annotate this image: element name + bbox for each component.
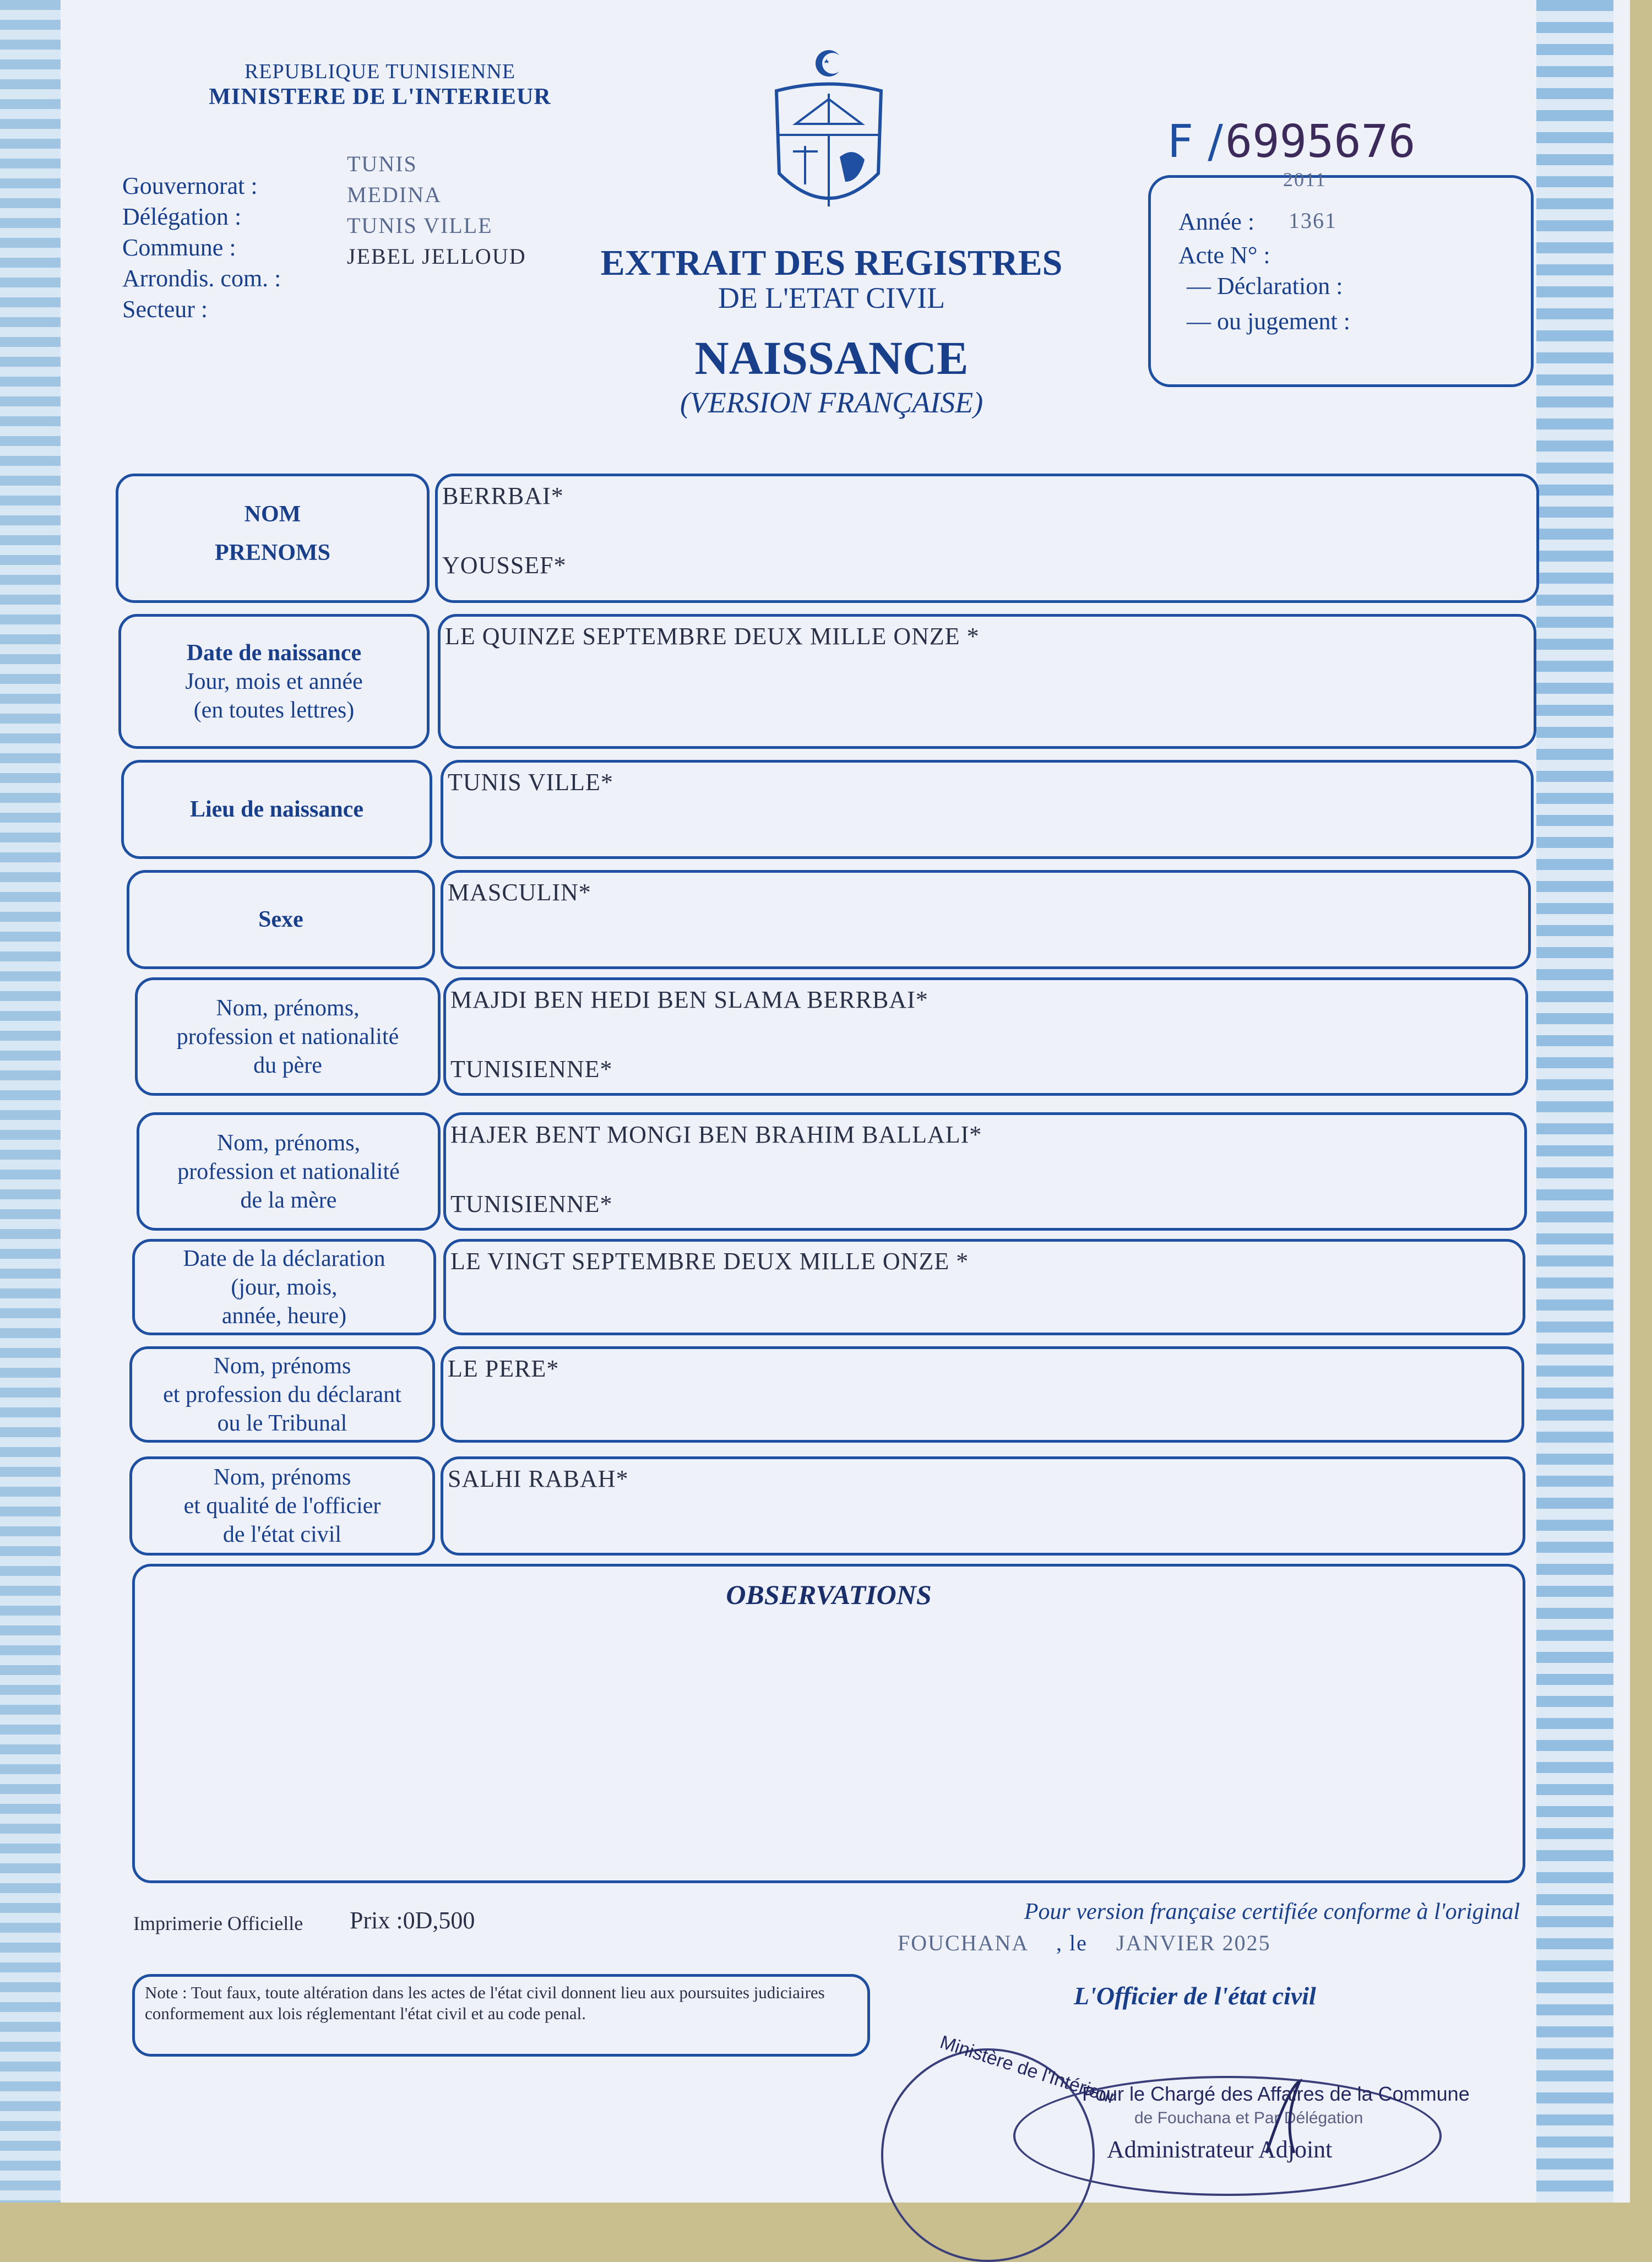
row-label-line: Nom, prénoms: [213, 1353, 351, 1379]
row-value: YOUSSEF*: [442, 552, 567, 579]
serial-prefix: F /: [1167, 116, 1223, 168]
arrondissement-value: JEBEL JELLOUD: [347, 244, 526, 269]
row-value-box: [441, 760, 1534, 859]
imprimerie-label: Imprimerie Officielle: [133, 1912, 303, 1934]
issue-place: FOUCHANA: [898, 1931, 1028, 1955]
gouvernorat-value: TUNIS: [347, 151, 417, 176]
declaration-label: — Déclaration :: [1187, 273, 1343, 300]
row-label-box: [127, 870, 435, 969]
observations-box: [132, 1564, 1525, 1883]
decorative-border-right: [1536, 0, 1613, 2203]
row-label-line: Lieu de naissance: [189, 797, 364, 822]
row-label-line: Nom, prénoms,: [216, 995, 360, 1021]
row-label-box: [135, 977, 441, 1096]
stamp-line-2: de Fouchana et Par Délégation: [1134, 2109, 1363, 2127]
row-value: TUNISIENNE*: [450, 1056, 613, 1083]
jugement-label: — ou jugement :: [1187, 308, 1350, 335]
row-label: [163, 1352, 401, 1438]
arrondissement-label: Arrondis. com. :: [122, 265, 281, 292]
republic-heading: REPUBLIQUE TUNISIENNE: [244, 60, 516, 83]
row-label-line: profession et nationalité: [177, 1159, 400, 1184]
row-label-box: [137, 1112, 441, 1231]
row-label-line: NOM: [244, 501, 301, 527]
coat-of-arms-icon: [763, 47, 895, 229]
commune-value: TUNIS VILLE: [347, 213, 493, 238]
row-label: [177, 1129, 400, 1215]
row-value: LE VINGT SEPTEMBRE DEUX MILLE ONZE *: [450, 1248, 969, 1275]
row-label: [184, 1463, 381, 1549]
row-value: HAJER BENT MONGI BEN BRAHIM BALLALI*: [450, 1121, 982, 1148]
row-label-line: du père: [253, 1052, 322, 1078]
gouvernorat-label: Gouvernorat :: [122, 172, 258, 199]
year-value: 2011: [1283, 168, 1327, 191]
row-value: TUNISIENNE*: [450, 1190, 613, 1217]
row-label-box: [132, 1239, 436, 1335]
certification-text: Pour version française certifiée conforme à l'original: [1024, 1899, 1520, 1924]
signature-mark-icon: [1245, 2076, 1322, 2158]
document-subtitle: DE L'ETAT CIVIL: [718, 281, 945, 314]
row-value: MAJDI BEN HEDI BEN SLAMA BERRBAI*: [450, 986, 928, 1013]
row-label: [215, 500, 330, 577]
row-label-line: année, heure): [221, 1303, 347, 1329]
row-label-line: Jour, mois et année: [185, 668, 363, 694]
row-value: SALHI RABAH*: [448, 1465, 629, 1492]
row-label-line: Nom, prénoms,: [216, 1130, 361, 1156]
location-labels: [122, 171, 281, 325]
document-title: EXTRAIT DES REGISTRES: [600, 243, 1063, 283]
location-values: [347, 149, 526, 272]
row-label-line: Sexe: [258, 907, 303, 932]
row-label-box: [129, 1456, 435, 1556]
row-value-box: [443, 1112, 1527, 1231]
row-label-line: (en toutes lettres): [193, 697, 355, 723]
row-label-line: (jour, mois,: [231, 1274, 338, 1300]
row-value-box: [438, 614, 1536, 749]
decorative-border-left: [0, 0, 61, 2203]
serial-value: 6995676: [1225, 116, 1416, 168]
row-value-box: [443, 977, 1528, 1096]
legal-note: Note : Tout faux, toute altération dans les actes de l'état civil donnent lieu aux poursuites judiciaires conformement aux lois réglementant l'état civil et au code penal.: [132, 1974, 870, 2057]
row-label-line: ou le Tribunal: [217, 1410, 347, 1436]
row-value: LE QUINZE SEPTEMBRE DEUX MILLE ONZE *: [445, 623, 980, 650]
row-label-line: de l'état civil: [222, 1522, 342, 1547]
ministry-heading: MINISTERE DE L'INTERIEUR: [209, 84, 551, 110]
row-label: [183, 1244, 385, 1330]
price-label: Prix :0D,500: [350, 1907, 475, 1934]
row-label-line: Date de naissance: [186, 640, 362, 666]
row-value-box: [435, 474, 1539, 603]
delegation-value: MEDINA: [347, 182, 442, 207]
commune-label: Commune :: [122, 234, 236, 261]
row-label: [177, 994, 399, 1080]
annee-value: 1361: [1289, 208, 1337, 233]
row-label-line: Nom, prénoms: [213, 1465, 351, 1490]
act-type-title: NAISSANCE: [694, 331, 969, 384]
row-label-line: et qualité de l'officier: [183, 1493, 381, 1519]
stamp-line-3: Administrateur Adjoint: [1107, 2136, 1333, 2163]
row-value-box: [441, 1456, 1525, 1556]
row-label-line: et profession du déclarant: [163, 1382, 401, 1407]
secteur-label: Secteur :: [122, 296, 208, 323]
observations-title: OBSERVATIONS: [726, 1579, 932, 1610]
row-value-box: [441, 1346, 1524, 1443]
row-label: [190, 795, 363, 824]
row-label-line: de la mère: [240, 1187, 337, 1213]
version-label: (VERSION FRANÇAISE): [680, 386, 983, 419]
place-and-date: [898, 1930, 1271, 1956]
row-value: BERRBAI*: [442, 482, 564, 509]
row-label-box: [129, 1346, 435, 1443]
row-label-box: [121, 760, 432, 859]
row-label: [185, 639, 363, 725]
stamp-line-1: Pour le Chargé des Affaires de la Commune: [1082, 2082, 1470, 2105]
date-prefix: , le: [1056, 1931, 1088, 1955]
row-label-line: Date de la déclaration: [183, 1246, 385, 1271]
row-value-box: [441, 870, 1531, 969]
serial-number: [1167, 116, 1415, 168]
officer-label: L'Officier de l'état civil: [1074, 1982, 1316, 2010]
delegation-label: Délégation :: [122, 203, 242, 230]
row-value-box: [443, 1239, 1525, 1335]
row-value: LE PERE*: [448, 1355, 559, 1382]
row-label-box: [116, 474, 430, 603]
annee-label: Année :: [1178, 208, 1255, 235]
acte-number-label: Acte N° :: [1178, 242, 1270, 269]
row-label: [258, 905, 303, 934]
row-label-line: PRENOMS: [215, 540, 330, 566]
row-label-line: profession et nationalité: [176, 1024, 399, 1050]
issue-date: JANVIER 2025: [1116, 1931, 1271, 1955]
seal-ministry-text: Ministère de l'Intérieur: [937, 2031, 1119, 2108]
row-label-box: [118, 614, 430, 749]
row-value: TUNIS VILLE*: [448, 769, 613, 796]
row-value: MASCULIN*: [448, 879, 591, 906]
